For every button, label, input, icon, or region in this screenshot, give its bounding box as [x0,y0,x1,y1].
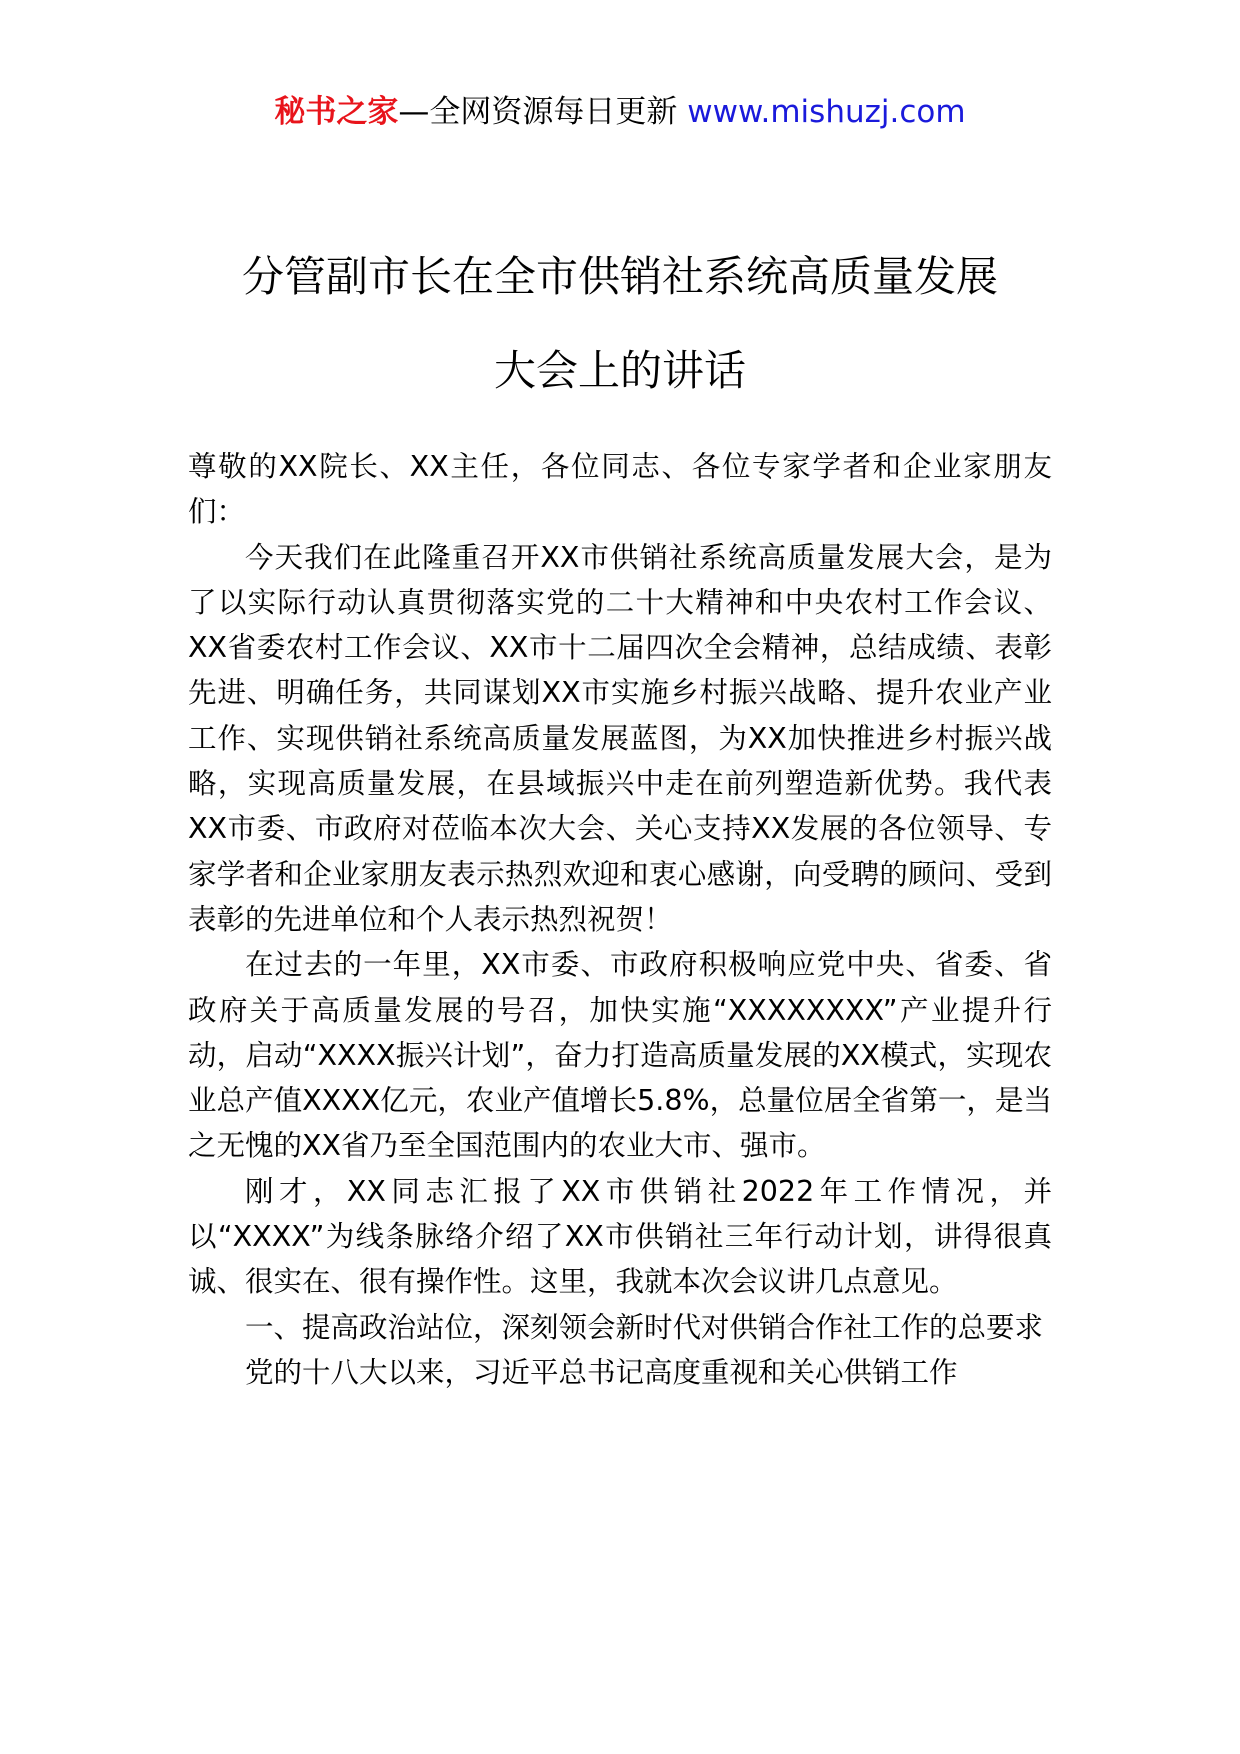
site-url-link[interactable]: www.mishuzj.com [687,94,966,130]
title-line-1: 分管副市长在全市供销社系统高质量发展 [241,252,998,301]
document-body [188,444,1052,1395]
paragraph-3: 刚才，XX同志汇报了XX市供销社2022年工作情况，并以“XXXX”为线条脉络介绍了XX市供销社三年行动计划，讲得很真诚、很实在、很有操作性。这里，我就本次会议讲几点意见。 [188,1174,1052,1299]
brand-name: 秘书之家 [274,94,399,130]
paragraph-4: 党的十八大以来，习近平总书记高度重视和关心供销工作 [245,1355,958,1389]
paragraph-1: 今天我们在此隆重召开XX市供销社系统高质量发展大会，是为了以实际行动认真贯彻落实党的二十大精神和中央农村工作会议、XX省委农村工作会议、XX市十二届四次全会精神，总结成绩、表彰先进、明确任务，共同谋划XX市实施乡村振兴战略、提升农业产业工作、实现供销社系统高质量发展蓝图，为XX加快推进乡村振兴战略，实现高质量发展，在县域振兴中走在前列塑造新优势。我代表XX市委、市政府对莅临本次大会、关心支持XX发展的各位领导、专家学者和企业家朋友表示热烈欢迎和衷心感谢，向受聘的顾问、受到表彰的先进单位和个人表示热烈祝贺！ [188,540,1052,936]
header-tagline: —全网资源每日更新 [398,94,678,130]
title-line-2: 大会上的讲话 [493,346,746,395]
salutation: 尊敬的XX院长、XX主任，各位同志、各位专家学者和企业家朋友们： [188,450,1052,529]
paragraph-2: 在过去的一年里，XX市委、市政府积极响应党中央、省委、省政府关于高质量发展的号召，加快实施“XXXXXXXX”产业提升行动，启动“XXXX振兴计划”，奋力打造高质量发展的XX模式，实现农业总产值XXXX亿元，农业产值增长5.8%，总量位居全省第一，是当之无愧的XX省乃至全国范围内的农业大市、强市。 [188,948,1052,1163]
site-header [0,92,1240,132]
section-heading-1: 一、提高政治站位，深刻领会新时代对供销合作社工作的总要求 [245,1310,1044,1344]
document-title [0,230,1240,418]
